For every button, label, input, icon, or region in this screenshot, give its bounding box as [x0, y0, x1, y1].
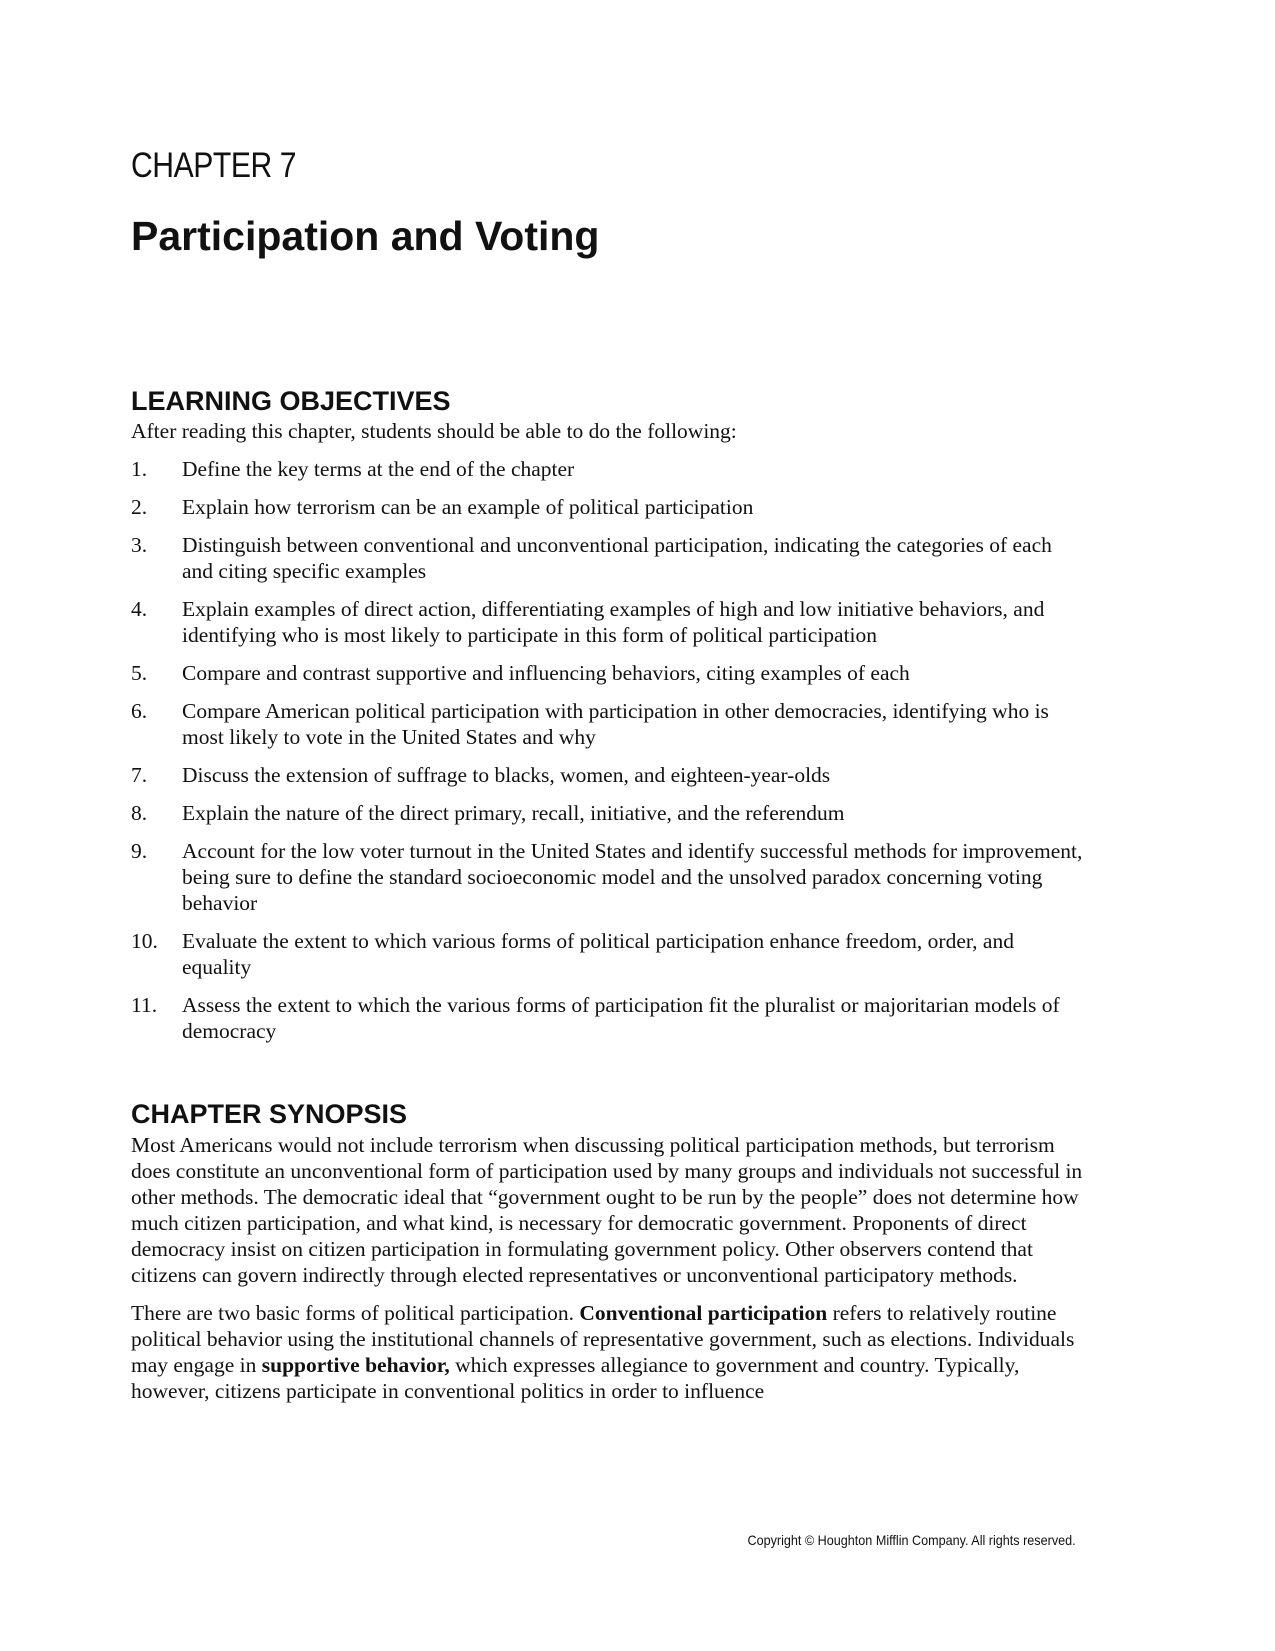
item-text: Compare American political participation with participation in other democracies, identifying who is most likely to vote in the United States and why	[182, 699, 1049, 749]
objective-list	[131, 456, 1086, 1044]
item-number: 1.	[131, 457, 148, 481]
key-term-conventional-participation: Conventional participation	[579, 1301, 828, 1325]
paragraph-text: which expresses allegiance to government and country. Typically, however, citizens participate in conventional politics in order to influence	[131, 1353, 1020, 1403]
item-text: Account for the low voter turnout in the United States and identify successful methods for improvement, being sure to define the standard socioeconomic model and the unsolved paradox concerning voting behavior	[182, 839, 1083, 915]
item-number: 6.	[131, 699, 148, 723]
item-number: 7.	[131, 763, 148, 787]
learning-objectives-section	[131, 384, 1086, 1056]
item-text: Discuss the extension of suffrage to blacks, women, and eighteen-year-olds	[182, 763, 831, 787]
item-text: Define the key terms at the end of the chapter	[182, 457, 575, 481]
item-number: 3.	[131, 533, 148, 557]
item-text: Assess the extent to which the various forms of participation fit the pluralist or majoritarian models of democracy	[182, 993, 1060, 1043]
item-number: 5.	[131, 661, 148, 685]
document-page	[131, 0, 1086, 1651]
list-item	[131, 456, 1086, 482]
item-text: Explain how terrorism can be an example of political participation	[182, 495, 754, 519]
item-number: 11.	[131, 993, 158, 1017]
chapter-label: CHAPTER 7	[131, 146, 297, 185]
chapter-synopsis-section	[131, 1097, 1086, 1416]
paragraph-text: There are two basic forms of political participation.	[131, 1301, 580, 1325]
list-item	[131, 532, 1086, 584]
item-number: 8.	[131, 801, 148, 825]
list-item	[131, 928, 1086, 980]
item-text: Explain examples of direct action, differentiating examples of high and low initiative behaviors, and identifying who is most likely to participate in this form of political participation	[182, 597, 1045, 647]
item-text: Distinguish between conventional and unconventional participation, indicating the categories of each and citing specific examples	[182, 533, 1052, 583]
item-number: 4.	[131, 597, 148, 621]
list-item	[131, 762, 1086, 788]
chapter-title: Participation and Voting	[131, 213, 600, 259]
objectives-intro: After reading this chapter, students should be able to do the following:	[131, 419, 737, 443]
item-text: Compare and contrast supportive and influencing behaviors, citing examples of each	[182, 661, 910, 685]
item-text: Evaluate the extent to which various forms of political participation enhance freedom, order, and equality	[182, 929, 1014, 979]
item-number: 10.	[131, 929, 158, 953]
list-item	[131, 698, 1086, 750]
learning-objectives-heading: LEARNING OBJECTIVES	[131, 386, 451, 416]
copyright-footer: Copyright © Houghton Mifflin Company. All rights reserved.	[747, 1532, 1076, 1548]
chapter-synopsis-heading: CHAPTER SYNOPSIS	[131, 1099, 408, 1129]
list-item	[131, 660, 1086, 686]
list-item	[131, 992, 1086, 1044]
item-number: 9.	[131, 839, 148, 863]
item-number: 2.	[131, 495, 148, 519]
key-term-supportive-behavior: supportive behavior,	[261, 1353, 450, 1377]
paragraph-text: refers to relatively routine political behavior using the institutional channels of representative government, such as elections. Individuals may engage in	[131, 1301, 1075, 1377]
list-item	[131, 596, 1086, 648]
synopsis-paragraph-2	[131, 1300, 1086, 1404]
list-item	[131, 838, 1086, 916]
synopsis-paragraph-1: Most Americans would not include terrorism when discussing political participation methods, but terrorism does constitute an unconventional form of participation used by many groups and individuals not successful in other methods. The democratic ideal that “government ought to be run by the people” does not determine how much citizen participation, and what kind, is necessary for democratic government. Proponents of direct democracy insist on citizen participation in formulating government policy. Other observers contend that citizens can govern indirectly through elected representatives or unconventional participatory methods.	[131, 1133, 1083, 1287]
list-item	[131, 800, 1086, 826]
list-item	[131, 494, 1086, 520]
item-text: Explain the nature of the direct primary, recall, initiative, and the referendum	[182, 801, 845, 825]
